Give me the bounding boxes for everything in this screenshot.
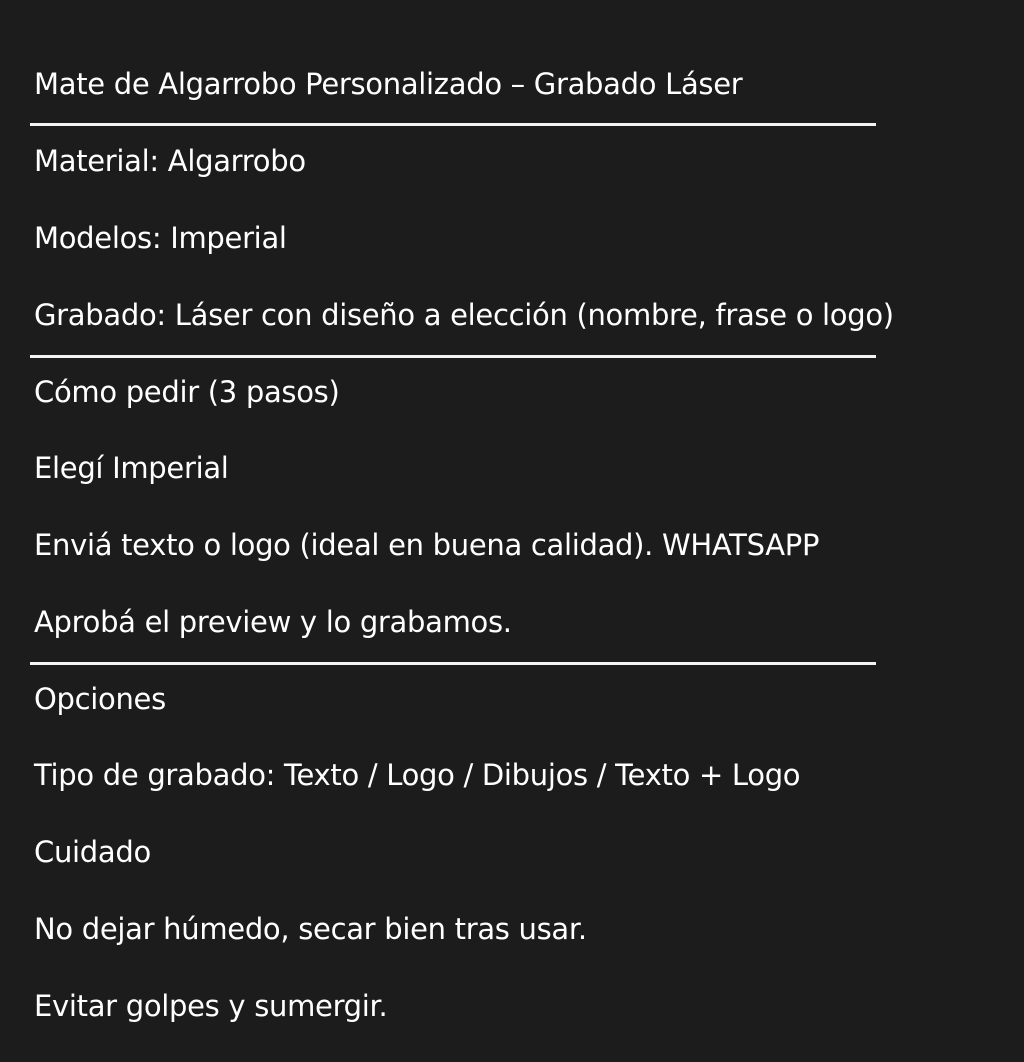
- divider: [30, 662, 876, 665]
- options-heading: Opciones: [34, 682, 166, 716]
- order-step: Enviá texto o logo (ideal en buena calidad). WHATSAPP: [34, 528, 820, 562]
- divider: [30, 123, 876, 126]
- order-step: Aprobá el preview y lo grabamos.: [34, 605, 512, 639]
- care-item: No dejar húmedo, secar bien tras usar.: [34, 912, 587, 946]
- how-to-order-heading: Cómo pedir (3 pasos): [34, 375, 340, 409]
- engraving-type-line: Tipo de grabado: Texto / Logo / Dibujos / Texto + Logo: [34, 758, 801, 792]
- care-heading: Cuidado: [34, 835, 151, 869]
- care-item: Evitar golpes y sumergir.: [34, 989, 388, 1023]
- order-step: Elegí Imperial: [34, 451, 229, 485]
- material-line: Material: Algarrobo: [34, 144, 306, 178]
- divider: [30, 355, 876, 358]
- page-title: Mate de Algarrobo Personalizado – Grabado Láser: [34, 67, 743, 101]
- modelos-line: Modelos: Imperial: [34, 221, 287, 255]
- grabado-line: Grabado: Láser con diseño a elección (nombre, frase o logo): [34, 298, 894, 332]
